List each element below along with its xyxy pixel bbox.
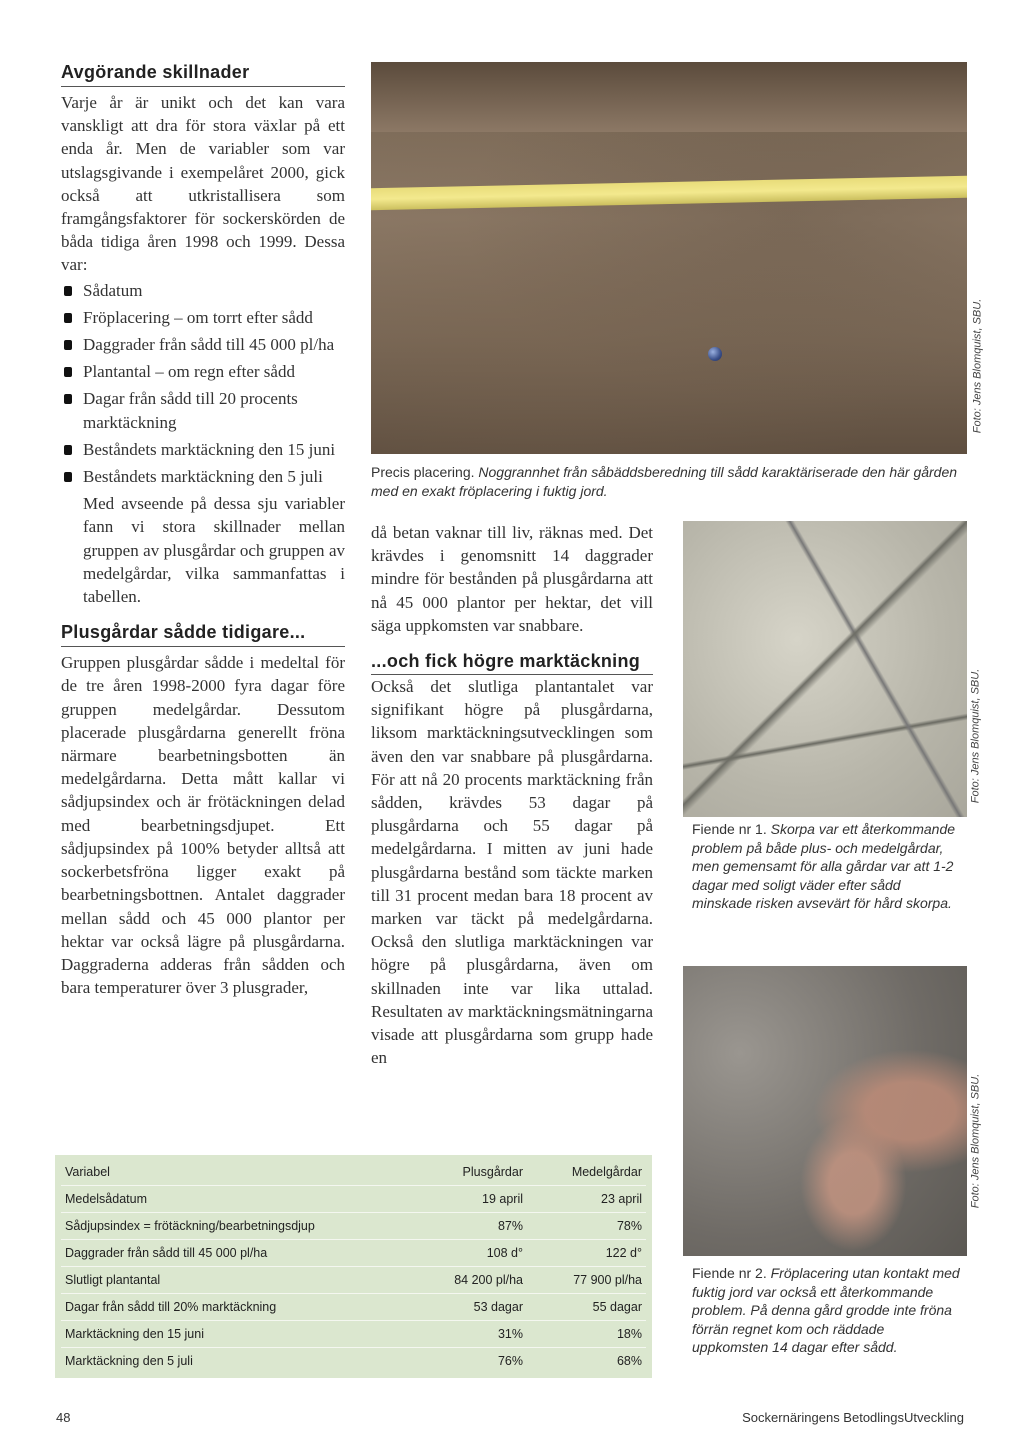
photo-credit: Foto: Jens Blomquist, SBU. (971, 298, 984, 434)
cracked-soil-crust-photo (683, 521, 967, 817)
bullet-icon (64, 313, 72, 323)
table-cell: 19 april (399, 1186, 527, 1213)
table-cell: 84 200 pl/ha (399, 1267, 527, 1294)
table-cell: 77 900 pl/ha (527, 1267, 646, 1294)
table-cell: 55 dagar (527, 1294, 646, 1321)
table-cell: Marktäckning den 15 juni (61, 1321, 399, 1348)
soil-seed-photo (371, 62, 967, 454)
table-row (61, 1321, 646, 1348)
photo-credit: Foto: Jens Blomquist, SBU. (969, 668, 982, 804)
middle-column (371, 521, 653, 1069)
page-number: 48 (56, 1410, 71, 1425)
hand-in-soil-photo (683, 966, 967, 1256)
list-item: Fröplacering – om torrt efter sådd (61, 306, 345, 329)
bullet-icon (64, 445, 72, 455)
list-item: Beståndets marktäckning den 15 juni (61, 438, 345, 461)
table-row (61, 1348, 646, 1375)
body-paragraph: Gruppen plusgårdar sådde i medeltal för de tre åren 1998-2000 fyra dagar före gruppen medelgårdar. Dessutom placerade plusgårdarna generellt fröna närmare bearbetningsbotten än medelgårdarna. Detta mått kallar vi sådjupsindex och är frötäckningen delad med bearbetningsdjupet. Ett sådjupsindex på 100% betyder alltså att sockerbetsfröna ligger exakt på bearbetningsbottnen. Antalet daggrader mellan sådd och 45 000 plantor per hektar var också lägre på plusgårdarna. Daggraderna adderas från sådden och bara temperaturer över 3 plusgrader, (61, 653, 345, 998)
intro-paragraph: Varje år är unikt och det kan vara vanskligt att dra för stora växlar på ett enda år. Men de variabler som var utslagsgivande i exempelåret 2000, gick också att utkristallisera som framgångsfaktorer för sockerskörden de båda tidiga åren 1998 och 1999. Dessa var: (61, 93, 345, 275)
table-cell: 76% (399, 1348, 527, 1375)
table-header: Variabel (65, 1165, 110, 1179)
photo-caption-2: Fiende nr 1. Skorpa var ett återkommande problem på både plus- och medelgårdar, men gemensamt för alla gårdar var att 1-2 dagar med soligt väder efter sådd minskade risken avsevärt för hård skorpa. (692, 821, 956, 911)
left-column (61, 62, 345, 999)
summary-paragraph: Med avseende på dessa sju variabler fann vi stora skillnader mellan gruppen av plusgårdar och gruppen av medelgårdar, vilka sammanfattas i tabellen. (83, 494, 345, 607)
table-row (61, 1213, 646, 1240)
publication-name: Sockernäringens BetodlingsUtveckling (742, 1410, 964, 1425)
table-cell: Dagar från sådd till 20% marktäckning (61, 1294, 399, 1321)
list-item: Sådatum (61, 279, 345, 302)
table-cell: Sådjupsindex = frötäckning/bearbetningsdjup (61, 1213, 399, 1240)
variable-list (61, 279, 345, 489)
table-cell: Slutligt plantantal (61, 1267, 399, 1294)
table-cell: 18% (527, 1321, 646, 1348)
comparison-table (55, 1155, 652, 1378)
photo-caption-3: Fiende nr 2. Fröplacering utan kontakt med fuktig jord var också ett återkommande problem. På denna gård grodde inte fröna förrän regnet kom och räddade uppkomsten 14 dagar efter sådd. (692, 1265, 960, 1355)
photo-credit: Foto: Jens Blomquist, SBU. (969, 1073, 982, 1209)
bullet-icon (64, 394, 72, 404)
table-cell: 23 april (527, 1186, 646, 1213)
table-cell: 108 d° (399, 1240, 527, 1267)
body-paragraph: Också det slutliga plantantalet var signifikant högre på plusgårdarna, liksom marktäckningsutvecklingen som även den var snabbare på plusgårdarna. För att nå 20 procents marktäckning från sådden, krävdes 53 dagar på plusgårdarna och 55 dagar på medelgårdarna. I mitten av juni hade plusgårdarna bestånd som täckte marken till 31 procent medan bara 18 procent av marken var täckt på medelgårdarna. Också den slutliga marktäckningen var högre på plusgårdarna, även om skillnaden inte var lika uttalad. Resultaten av marktäckningsmätningarna visade att plusgårdarna som grupp hade en (371, 677, 653, 1068)
table-row (61, 1186, 646, 1213)
list-item: Plantantal – om regn efter sådd (61, 360, 345, 383)
table-header: Medelgårdar (571, 1165, 642, 1179)
table-cell: 31% (399, 1321, 527, 1348)
list-item: Dagar från sådd till 20 procents marktäckning (61, 387, 345, 433)
heading-avgorande-skillnader: Avgörande skillnader (61, 62, 345, 87)
table-cell: Marktäckning den 5 juli (61, 1348, 399, 1375)
body-paragraph: då betan vaknar till liv, räknas med. Det krävdes i genomsnitt 14 daggrader mindre för bestånden på plusgårdarna att nå 45 000 plantor per hektar, det vill säga uppkomsten var snabbare. (371, 523, 653, 635)
bullet-icon (64, 340, 72, 350)
bullet-icon (64, 367, 72, 377)
heading-och-fick-hogre-marktackning: ...och fick högre marktäckning (371, 651, 653, 675)
table-header: Plusgårdar (462, 1165, 523, 1179)
table-row (61, 1267, 646, 1294)
list-item: Beståndets marktäckning den 5 juli (61, 465, 345, 488)
table-header-row (61, 1159, 646, 1186)
table-row (61, 1294, 646, 1321)
table-cell: 122 d° (527, 1240, 646, 1267)
photo-caption-1: Precis placering. Noggrannhet från såbäddsberedning till sådd karaktäriserade den här gården med en exakt fröplacering i fuktig jord. (371, 464, 958, 499)
table-cell: 68% (527, 1348, 646, 1375)
table-cell: Daggrader från sådd till 45 000 pl/ha (61, 1240, 399, 1267)
table-cell: 78% (527, 1213, 646, 1240)
seed-image (708, 347, 722, 361)
table-cell: Medelsådatum (61, 1186, 399, 1213)
table-cell: 87% (399, 1213, 527, 1240)
bullet-icon (64, 286, 72, 296)
table-cell: 53 dagar (399, 1294, 527, 1321)
heading-plusgardar-sadde-tidigare: Plusgårdar sådde tidigare... (61, 622, 345, 647)
bullet-icon (64, 472, 72, 482)
ruler-image (371, 176, 967, 210)
list-item: Daggrader från sådd till 45 000 pl/ha (61, 333, 345, 356)
table-row (61, 1240, 646, 1267)
